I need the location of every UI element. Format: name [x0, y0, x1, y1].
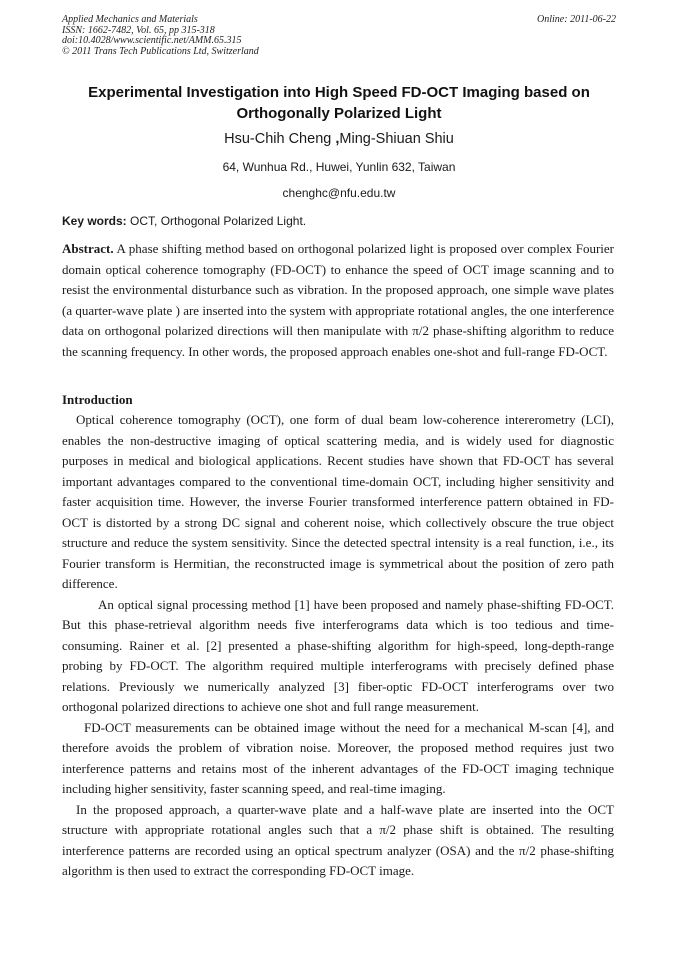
keywords-text: OCT, Orthogonal Polarized Light.: [126, 214, 307, 228]
section-heading-introduction: Introduction: [62, 392, 133, 407]
keywords: [62, 213, 616, 229]
keywords-label: Key words:: [62, 214, 127, 228]
paragraph: Optical coherence tomography (OCT), one form of dual beam low-coherence intererometry (LCI), enables the non-destructive imaging of optical scattering media, and is widely used for diagnostic purposes in medical and biological applications. Recent studies have shown that FD-OCT has several important advantages compared to the conventional time-domain OCT, including higher sensitivity and faster acquisition time. However, the inverse Fourier transformed interference pattern obtained in FD-OCT is distorted by a strong DC signal and coherent noise, which collectively obscure the true object structure and reduce the system sensitivity. Since the detected spectral intensity is a real function, i.e., its Fourier transform is Hermitian, the reconstructed image is symmetrical about the position of zero path difference.: [62, 412, 614, 591]
author-2: Ming-Shiuan Shiu: [339, 131, 454, 147]
online-date: Online: 2011-06-22: [537, 14, 616, 25]
paper-title: Experimental Investigation into High Speed FD-OCT Imaging based on Orthogonally Polarized Light: [88, 84, 590, 122]
abstract-label: Abstract.: [62, 241, 114, 256]
journal-name: Applied Mechanics and Materials: [62, 14, 198, 25]
affiliation: 64, Wunhua Rd., Huwei, Yunlin 632, Taiwan: [222, 160, 456, 174]
paragraph: FD-OCT measurements can be obtained image without the need for a mechanical M-scan [4], and therefore avoids the problem of vibration noise. Moreover, the proposed method requires just two interference patterns and retains most of the inherent advantages of the FD-OCT imaging technique including higher sensitivity, faster scanning speed, and real-time imaging.: [62, 719, 614, 796]
introduction-body: [62, 410, 614, 882]
doi-line: doi:10.4028/www.scientific.net/AMM.65.315: [62, 35, 242, 47]
paragraph: In the proposed approach, a quarter-wave plate and a half-wave plate are inserted into the OCT structure with appropriate rotational angles such that a π/2 phase shift is obtained. The resulting interference patterns are recorded using an optical spectrum analyzer (OSA) and the π/2 phase-shifting algorithm is then used to extract the corresponding FD-OCT image.: [62, 801, 614, 878]
author-separator: ,: [335, 131, 340, 147]
copyright-line: © 2011 Trans Tech Publications Ltd, Switzerland: [62, 45, 259, 57]
abstract: [62, 239, 614, 362]
paragraph: An optical signal processing method [1] have been proposed and namely phase-shifting FD-OCT. But this phase-retrieval algorithm needs five interferograms data which is too tedious and time-consuming. Rainer et al. [2] presented a phase-shifting algorithm for high-speed, long-depth-range probing by FD-OCT. The algorithm required multiple interferograms with precisely defined phase relations. Previously we numerically analyzed [3] fiber-optic FD-OCT interferograms over two orthogonal polarized directions to achieve one shot and full range measurement.: [62, 596, 614, 714]
author-email: chenghc@nfu.edu.tw: [282, 186, 396, 200]
author-list: [62, 130, 616, 148]
journal-header: [62, 15, 616, 57]
issn-line: ISSN: 1662-7482, Vol. 65, pp 315-318: [62, 24, 215, 36]
author-1: Hsu-Chih Cheng: [224, 131, 332, 147]
abstract-text: A phase shifting method based on orthogonal polarized light is proposed over complex Fourier domain optical coherence tomography (FD-OCT) to enhance the speed of OCT image scanning and to resist the environmental disturbance such as vibration. In the proposed approach, one simple wave plates (a quarter-wave plate ) are inserted into the system with appropriate rotational angles, the one interference data on orthogonal polarized directions will then manipulate with π/2 phase-shifting algorithm to reduce the scanning frequency. In other words, the proposed approach enables one-shot and full-range FD-OCT.: [62, 241, 614, 359]
